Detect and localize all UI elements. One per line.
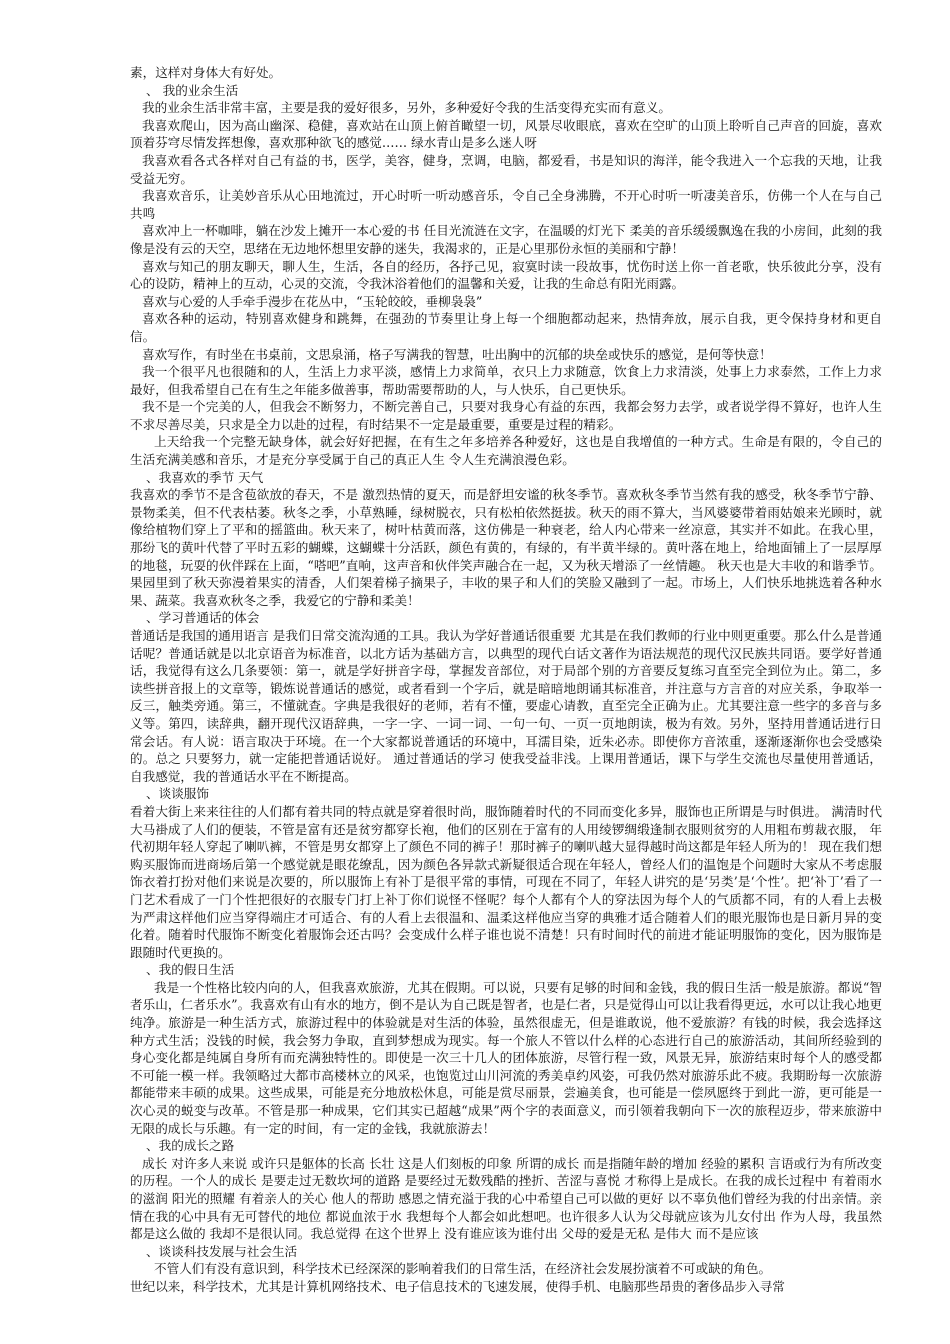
- body-paragraph: 不管人们有没有意识到，科学技术已经深深的影响着我们的日常生活，在经济社会发展扮演着不可或缺的角色。: [154, 1261, 772, 1277]
- section-heading: 、我的假日生活: [146, 962, 235, 978]
- body-paragraph: 喜欢各种的运动，特别喜欢健身和跳舞，在强劲的节奏里让身上每一个细胞都动起来，热情奔放，展示自我，更令保持身材和更自信。: [130, 311, 882, 344]
- body-paragraph: 我不是一个完美的人，但我会不断努力，不断完善自己，只要对我身心有益的东西，我都会努力去学，或者说学得不算好，也许人生不求尽善尽美，只求是全力以赴的过程，有时结果不一定是最重要，重要是过程的精彩。: [130, 399, 882, 432]
- body-paragraph: 素，这样对身体大有好处。: [130, 65, 282, 80]
- body-paragraph: 世纪以来，科学技术，尤其是计算机网络技术、电子信息技术的飞速发展，使得手机、电脑那些昂贵的奢侈品步入寻常: [130, 1278, 785, 1294]
- body-paragraph: 我的业余生活非常丰富，主要是我的爱好很多，另外，多种爱好令我的生活变得充实而有意义。: [142, 100, 671, 116]
- body-paragraph: 成长 对许多人来说 或许只是躯体的长高 长壮 这是人们刻板的印象 所谓的成长 而是指随年龄的增加 经验的累积 言语或行为有所改变的历程。一个人的成长 是要走过无数坎坷的道路 是要经过无数残酷的挫折、苦涩与喜悦 才称得上是成长。在我的成长过程中 有着雨水的滋润 阳光的照耀 有着亲人的关心 他人的帮助 感恩之情充溢于我的心中希望自己可以做的更好 以不辜负他们曾经为我的付出亲情。亲情在我的心中具有无可替代的地位 都说血浓于水 我想每个人都会如此想吧。也许很多人认为父母就应该为儿女付出 作为人母，我虽然都是这么做的 我却不是很认同。我总觉得 在这个世界上 没有谁应该为谁付出 父母的爱是无私 是伟大 而不是应该: [130, 1155, 882, 1242]
- section-heading: 、学习普通话的体会: [146, 610, 260, 626]
- body-paragraph: 看着大街上来来往往的人们都有着共同的特点就是穿着很时尚，服饰随着时代的不同而变化多异，服饰也正所谓是与时俱进。 满清时代大马褂成了人们的便装，不管是富有还是贫穷都穿长袍，他们的区别在于富有的人用绫锣绸缎逢制衣服则贫穷的人用粗布剪裁衣服， 年代初期年轻人穿起了喇叭裤，不管是男女都穿上了颜色不同的裤子！那时裤子的喇叭越大显得越时尚这都是年轻人所为的！ 现在我们想购买服饰而进商场后第一个感觉就是眼花缭乱，因为颜色各异款式新疑很适合现在年轻人，曾经人们的温饱是个问题时大家从不考虑服饰衣着打扮对他们来说是次要的，所以服饰上有补丁是很平常的事情，可现在不同了，年轻人讲究的是‘另类’是‘个性’。把‘补丁’看了一门艺术看成了一门个性把很好的衣服专门打上补丁你们说怪不怪呢？每个人都有个人的穿法因为每个人的气质都不同，有的人看上去极为严肃这样他们应当穿得端庄才可适合、有的人看上去很温和、温柔这样他应当穿的典雅才适合随着人们的眼光服饰也是日新月异的变化着。随着时代服饰不断变化着服饰会还古吗？会变成什么样子谁也说不清楚！只有时间时代的前进才能证明服饰的变化，因为服饰是跟随时代更换的。: [130, 803, 882, 960]
- body-paragraph: 上天给我一个完整无缺身体，就会好好把握，在有生之年多培养各种爱好，这也是自我增值的一种方式。生命是有限的，令自己的生活充满美感和音乐，才是充分享受属于自己的真正人生 令人生充满浪漫色彩。: [130, 434, 882, 468]
- body-paragraph: 喜欢写作，有时坐在书桌前，文思泉涌，格子写满我的智慧，吐出胸中的沉郁的块垒或快乐的感觉，是何等快意！: [142, 346, 772, 362]
- body-paragraph: 喜欢与心爱的人手牵手漫步在花丛中，“玉轮皎皎，垂柳袅袅”: [142, 293, 483, 309]
- body-paragraph: 我是一个性格比较内向的人，但我喜欢旅游，尤其在假期。可以说，只要有足够的时间和金钱，我的假日生活一般是旅游。都说“智者乐山，仁者乐水”。我喜欢有山有水的地方，倒不是认为自己既是智者，也是仁者，只是觉得山可以让我看得更远，水可以让我心地更纯净。旅游是一种生活方式，旅游过程中的体验就是对生活的体验，虽然很虚无，但是谁敢说，他不爱旅游？有钱的时候，我会选择这种方式生活；没钱的时候，我会努力争取，直到梦想成为现实。每一个旅人不管以什么样的心态进行自己的旅游活动，其间所经验到的身心变化都是纯属自身所有而充满独特性的。即使是一次三十几人的团体旅游，尽管行程一致，风景无异，旅游结束时每个人的感受都不可能一模一样。我领略过大都市高楼林立的风采，也饱览过山川河流的秀美卓约风姿，可我仍然对旅游乐此不疲。我期盼每一次旅游都能带来丰硕的成果。这些成果，可能是充分地放松休息，可能是赏尽丽景，尝遍美食，也可能是一偿夙愿终于到此一游，更可能是一次心灵的蜕变与改革。不管是那一种成果，它们其实已超越“成果”两个字的表面意义，而引领着我朝向下一次的旅程迈步，带来旅游中无限的成长与乐趣。有一定的时间，有一定的金钱，我就旅游去！: [130, 979, 882, 1136]
- document-page: [130, 64, 882, 1296]
- body-paragraph: 喜欢与知己的朋友聊天，聊人生，生活，各自的经历，各抒己见，寂寞时读一段故事，忧伤时送上你一首老歌，快乐彼此分享，没有心的设防，精神上的互动，心灵的交流，令我沐浴着他们的温馨和关爱，让我的生命总有阳光雨露。: [130, 258, 882, 292]
- body-paragraph: 我一个很平凡也很随和的人，生活上力求平淡，感情上力求简单，衣只上力求随意，饮食上力求清淡，处事上力求泰然，工作上力求最好，但我希望自己在有生之年能多做善事，帮助需要帮助的人，与人快乐，自己更快乐。: [130, 364, 882, 397]
- body-paragraph: 喜欢冲上一杯咖啡，躺在沙发上摊开一本心爱的书 任目光流涟在文字，在温暖的灯光下 柔美的音乐缓缓飘逸在我的小房间，此刻的我像是没有云的天空，思绪在无边地怀想里安静的迷失，我渴求的，正是心里那份永恒的美丽和宁静！: [130, 223, 882, 256]
- body-paragraph: 我喜欢看各式各样对自己有益的书，医学，美容，健身，烹调，电脑，都爱看，书是知识的海洋，能令我进入一个忘我的天地，让我受益无穷。: [130, 152, 882, 186]
- body-paragraph: 普通话是我国的通用语言 是我们日常交流沟通的工具。我认为学好普通话很重要 尤其是在我们教师的行业中则更重要。那么什么是普通话呢？普通话就是以北京语音为标准音，以北方话为基础方言，以典型的现代白话文著作为语法规范的现代汉民族共同语。要学好普通话，我觉得有这么几条要领：第一，就是学好拼音字母，掌握发音部位，对于局部个别的方音要反复练习直至完全到位为止。第二，多读些拼音报上的文章等，锻炼说普通话的感觉，或者看到一个字后，就是暗暗地朗诵其标准音，并注意与方言音的对应关系，争取举一反三，触类旁通。第三，不懂就查。字典是我很好的老师，若有不懂，要虚心请教，直至完全正确为止。尤其要注意一些字的多音与多义等。第四，读辞典，翻开现代汉语辞典，一字一字、一词一词、一句一句、一页一页地朗读，极为有效。另外，坚持用普通话进行日常会话。有人说：语言取决于环境。在一个大家都说普通话的环境中，耳濡目染，近朱必赤。即使你方音浓重，逐渐逐渐你也会受感染的。总之 只要努力，就一定能把普通话说好。 通过普通话的学习 使我受益非浅。上课用普通话，课下与学生交流也尽量使用普通话，自我感觉，我的普通话水平在不断提高。: [130, 628, 882, 784]
- section-heading: 、谈谈科技发展与社会生活: [146, 1243, 298, 1259]
- body-paragraph: 我喜欢爬山，因为高山幽深、稳健，喜欢站在山顶上俯首瞰望一切，风景尽收眼底，喜欢在空旷的山顶上聆听自己声音的回旋，喜欢顶着芬穹尽情发挥想像，喜欢那种欲飞的感觉…… 绿水青山是多么迷人呀: [130, 117, 882, 151]
- section-heading: 、 我的业余生活: [146, 82, 239, 98]
- section-heading: 、我的成长之路: [146, 1138, 235, 1154]
- section-heading: 、我喜欢的季节 天气: [146, 469, 264, 485]
- body-paragraph: 我喜欢音乐，让美妙音乐从心田地流过，开心时听一听动感音乐，令自己全身沸腾，不开心时听一听凄美音乐，仿佛一个人在与自己共鸣: [130, 188, 882, 221]
- body-paragraph: 我喜欢的季节不是含苞欲放的春天，不是 激烈热情的夏天，而是舒坦安谧的秋冬季节。喜欢秋冬季节当然有我的感受，秋冬季节宁静、景物柔美，但不代表枯萎。秋冬之季，小草熟睡，绿树脱衣，只有松柏依然挺拔。秋天的雨不算大，当风婆婆带着雨姑娘来光顾时，就像给植物们穿上了平和的摇篮曲。秋天来了，树叶枯黄而落，这仿佛是一种衰老，给人内心带来一丝凉意，其实并不如此。在我心里，那纷飞的黄叶代替了平时五彩的蝴蝶，这蝴蝶十分活跃，颜色有黄的，有绿的，有半黄半绿的。黄叶落在地上，给地面铺上了一层厚厚的地毯，玩耍的伙伴踩在上面，“嗒吧”直响，这声音和伙伴笑声融合在一起，又为秋天增添了一丝情趣。 秋天也是大丰收的和谐季节。果园里到了秋天弥漫着果实的清香，人们架着梯子摘果子，丰收的果子和人们的笑脸又融到了一起。市场上，人们快乐地挑选着各种水果、蔬菜。我喜欢秋冬之季，我爱它的宁静和柔美！: [130, 487, 882, 608]
- section-heading: 、谈谈服饰: [146, 786, 209, 802]
